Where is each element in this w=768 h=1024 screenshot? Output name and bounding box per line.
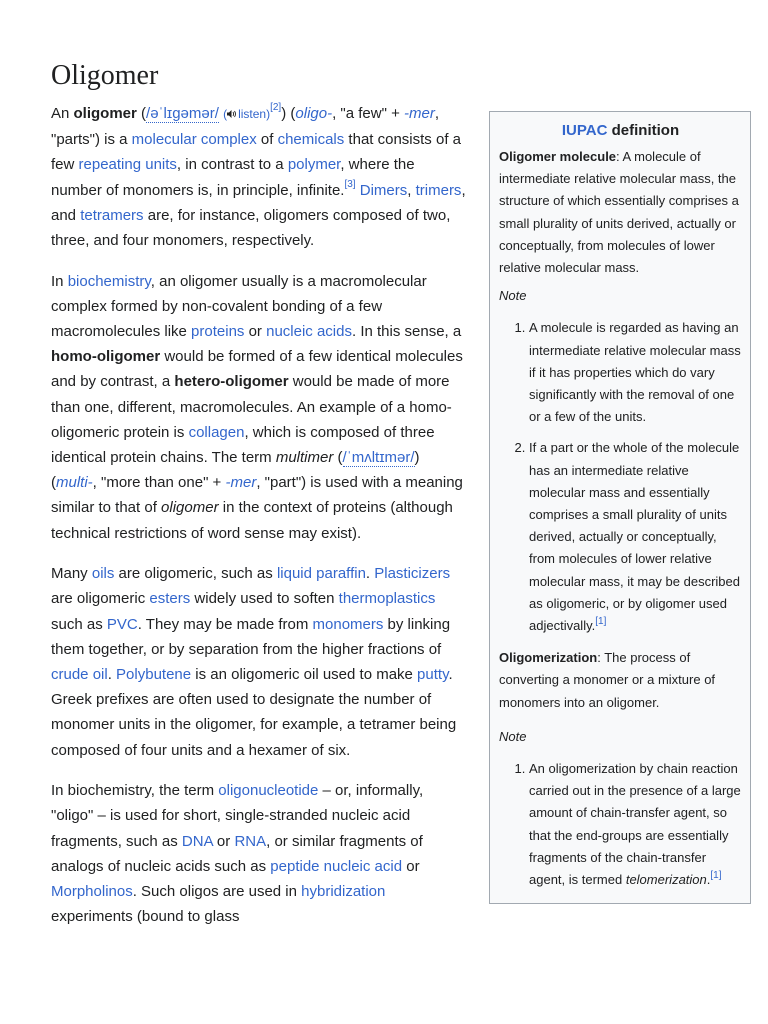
homo-oligomer-term: homo-oligomer: [51, 348, 161, 366]
oligomerization-term: Oligomerization: [499, 650, 598, 666]
oligomerization-text: : The process of converting a monomer or a mixture of monomers into an oligomer.: [499, 650, 716, 710]
multi-link[interactable]: multi-: [56, 474, 93, 492]
note-text: A molecule is regarded as having an intermediate relative molecular mass if it has properties which do vary significantly with the removal of one or a few of the units.: [529, 320, 741, 425]
oligomer-term: oligomer: [73, 105, 137, 122]
text: are oligomeric, such as: [114, 565, 277, 583]
text: .: [365, 565, 375, 583]
molecular-complex-link[interactable]: molecular complex: [131, 131, 257, 149]
text: (: [333, 449, 343, 467]
text: , which is composed of three identical protein chains. The term: [51, 423, 435, 467]
text: or: [402, 857, 420, 875]
text: . In this sense, a: [352, 323, 462, 341]
text: In: [51, 272, 68, 290]
text: ,: [407, 181, 416, 199]
note-end: .: [706, 872, 711, 888]
text: or: [212, 832, 235, 850]
list-item: [529, 437, 742, 637]
esters-link[interactable]: esters: [149, 590, 191, 608]
notes-list-2: [499, 758, 742, 891]
iupac-link[interactable]: IUPAC: [561, 122, 608, 139]
text: , or similar fragments of analogs of nucleic acids such as: [51, 832, 423, 875]
list-item: [529, 317, 742, 428]
thermoplastics-link[interactable]: thermoplastics: [338, 590, 436, 608]
note-text: An oligomerization by chain reaction carried out in the presence of a large amount of chain-transfer agent, so that the end-groups are essentially fragments of the chain-transfer agent, is termed: [529, 761, 741, 888]
putty-link[interactable]: putty: [417, 666, 449, 684]
text: or: [244, 323, 267, 341]
text: , "more than one" +: [92, 474, 226, 492]
hybridization-link[interactable]: hybridization: [301, 883, 386, 901]
page-title: Oligomer: [51, 60, 159, 91]
text: .: [107, 666, 117, 684]
listen-label[interactable]: listen: [238, 107, 267, 121]
plasticizers-link[interactable]: Plasticizers: [374, 565, 451, 583]
polybutene-link[interactable]: Polybutene: [116, 666, 192, 684]
text: by linking them together, or by separation from the higher fractions of: [51, 615, 451, 658]
mer-link[interactable]: -mer: [225, 474, 257, 492]
text: would be formed of a few identical molecules and by contrast, a: [51, 348, 463, 391]
nucleic-acids-link[interactable]: nucleic acids: [266, 323, 352, 341]
infobox-heading-text: definition: [607, 122, 680, 139]
dna-link[interactable]: DNA: [181, 832, 213, 850]
speaker-icon: [227, 110, 237, 118]
text: Many: [51, 565, 92, 583]
proteins-link[interactable]: proteins: [191, 323, 245, 341]
note-text: If a part or the whole of the molecule has an intermediate relative molecular mass and essentially comprises a small plurality of units derived, actually or conceptually, from molecules of lower relative molecular mass, it may be described as oligomeric, or by oligomer used adjectivally.: [529, 440, 740, 634]
text: . Greek prefixes are often used to designate the number of monomer units in the oligomer, for example, a tetramer being composed of four units and a hexamer of six.: [51, 666, 457, 759]
text: of: [256, 131, 278, 149]
chemicals-link[interactable]: chemicals: [277, 131, 345, 149]
oligomer-molecule-definition: [499, 146, 742, 279]
mer-link[interactable]: -mer: [404, 105, 435, 122]
oligomer-term: oligomer: [161, 499, 219, 517]
repeating-units-link[interactable]: repeating units: [78, 156, 177, 174]
text: (: [136, 105, 147, 122]
citation-link[interactable]: [1]: [710, 870, 722, 882]
peptide-nucleic-acid-link[interactable]: peptide nucleic acid: [270, 857, 403, 875]
text: ): [266, 107, 271, 121]
article-body: [51, 101, 741, 929]
collagen-link[interactable]: collagen: [188, 423, 245, 441]
text: widely used to soften: [190, 590, 339, 608]
list-item: [529, 758, 742, 891]
oligomerization-definition: [499, 647, 742, 714]
note-label: Note: [499, 728, 527, 744]
citation-link[interactable]: [2]: [270, 102, 282, 113]
text: experiments (bound to glass: [51, 908, 240, 926]
liquid-paraffin-link[interactable]: liquid paraffin: [276, 565, 366, 583]
text: would be made of more than one, different, macromolecules. An example of a homo-oligomeric protein is: [51, 373, 452, 441]
tetramers-link[interactable]: tetramers: [80, 206, 144, 224]
ipa-pronunciation-link[interactable]: /əˈlɪɡəmər/: [146, 105, 219, 122]
listen-audio-link[interactable]: ( listen): [223, 107, 271, 121]
oils-link[interactable]: oils: [91, 565, 115, 583]
trimers-link[interactable]: trimers: [415, 181, 462, 199]
telomerization-term: telomerization: [625, 872, 707, 888]
note-label: Note: [499, 288, 527, 304]
text: – or, informally, "oligo" – is used for short, single-stranded nucleic acid fragments, such as: [51, 782, 424, 850]
citation-link[interactable]: [3]: [344, 178, 356, 190]
text: , in contrast to a: [176, 156, 288, 174]
text: , "part") is used with a meaning similar to that of: [51, 474, 463, 517]
text: , where the number of monomers is, in principle, infinite.: [51, 156, 415, 199]
monomers-link[interactable]: monomers: [312, 615, 384, 633]
text: is an oligomeric oil used to make: [191, 666, 418, 684]
text: . They may be made from: [137, 615, 313, 633]
multimer-term: multimer: [275, 449, 334, 467]
text: in the context of proteins (although technical restrictions of word sense may exist).: [51, 499, 453, 542]
text: that consists of a few: [51, 131, 461, 174]
notes-list-1: [499, 317, 742, 637]
hetero-oligomer-term: hetero-oligomer: [174, 373, 289, 391]
text: , "a few" +: [332, 105, 405, 122]
text: such as: [51, 615, 107, 633]
oligomer-molecule-text: : A molecule of intermediate relative molecular mass, the structure of which essentially comprises a small plurality of units derived, actually or conceptually, from molecules of lower relative molecular mass.: [499, 149, 739, 276]
text: , "parts") is a: [51, 105, 440, 149]
text: In biochemistry, the term: [51, 782, 219, 800]
crude-oil-link[interactable]: crude oil: [51, 666, 108, 684]
biochemistry-link[interactable]: biochemistry: [67, 272, 151, 290]
text: An: [51, 105, 74, 122]
text: are, for instance, oligomers composed of two, three, and four monomers, respectively.: [51, 206, 451, 250]
text: . Such oligos are used in: [132, 883, 302, 901]
pvc-link[interactable]: PVC: [106, 615, 138, 633]
text: , and: [51, 181, 466, 224]
morpholinos-link[interactable]: Morpholinos: [51, 883, 133, 901]
rna-link[interactable]: RNA: [234, 832, 267, 850]
oligo-link[interactable]: oligo-: [295, 105, 333, 122]
text: ) (: [51, 449, 420, 492]
oligomer-molecule-term: Oligomer molecule: [499, 149, 617, 164]
citation-link[interactable]: [1]: [595, 616, 607, 628]
text: , an oligomer usually is a macromolecular complex formed by non-covalent bonding of a few macromolecules like: [51, 272, 427, 341]
ipa-pronunciation-link[interactable]: /ˈmʌltɪmər/: [342, 449, 415, 467]
polymer-link[interactable]: polymer: [287, 156, 341, 174]
infobox-heading: [499, 120, 742, 142]
text: ) (: [281, 105, 296, 122]
dimers-link[interactable]: Dimers: [359, 181, 408, 199]
oligonucleotide-link[interactable]: oligonucleotide: [218, 782, 319, 800]
iupac-definition-box: [489, 111, 751, 904]
text: are oligomeric: [51, 590, 150, 608]
